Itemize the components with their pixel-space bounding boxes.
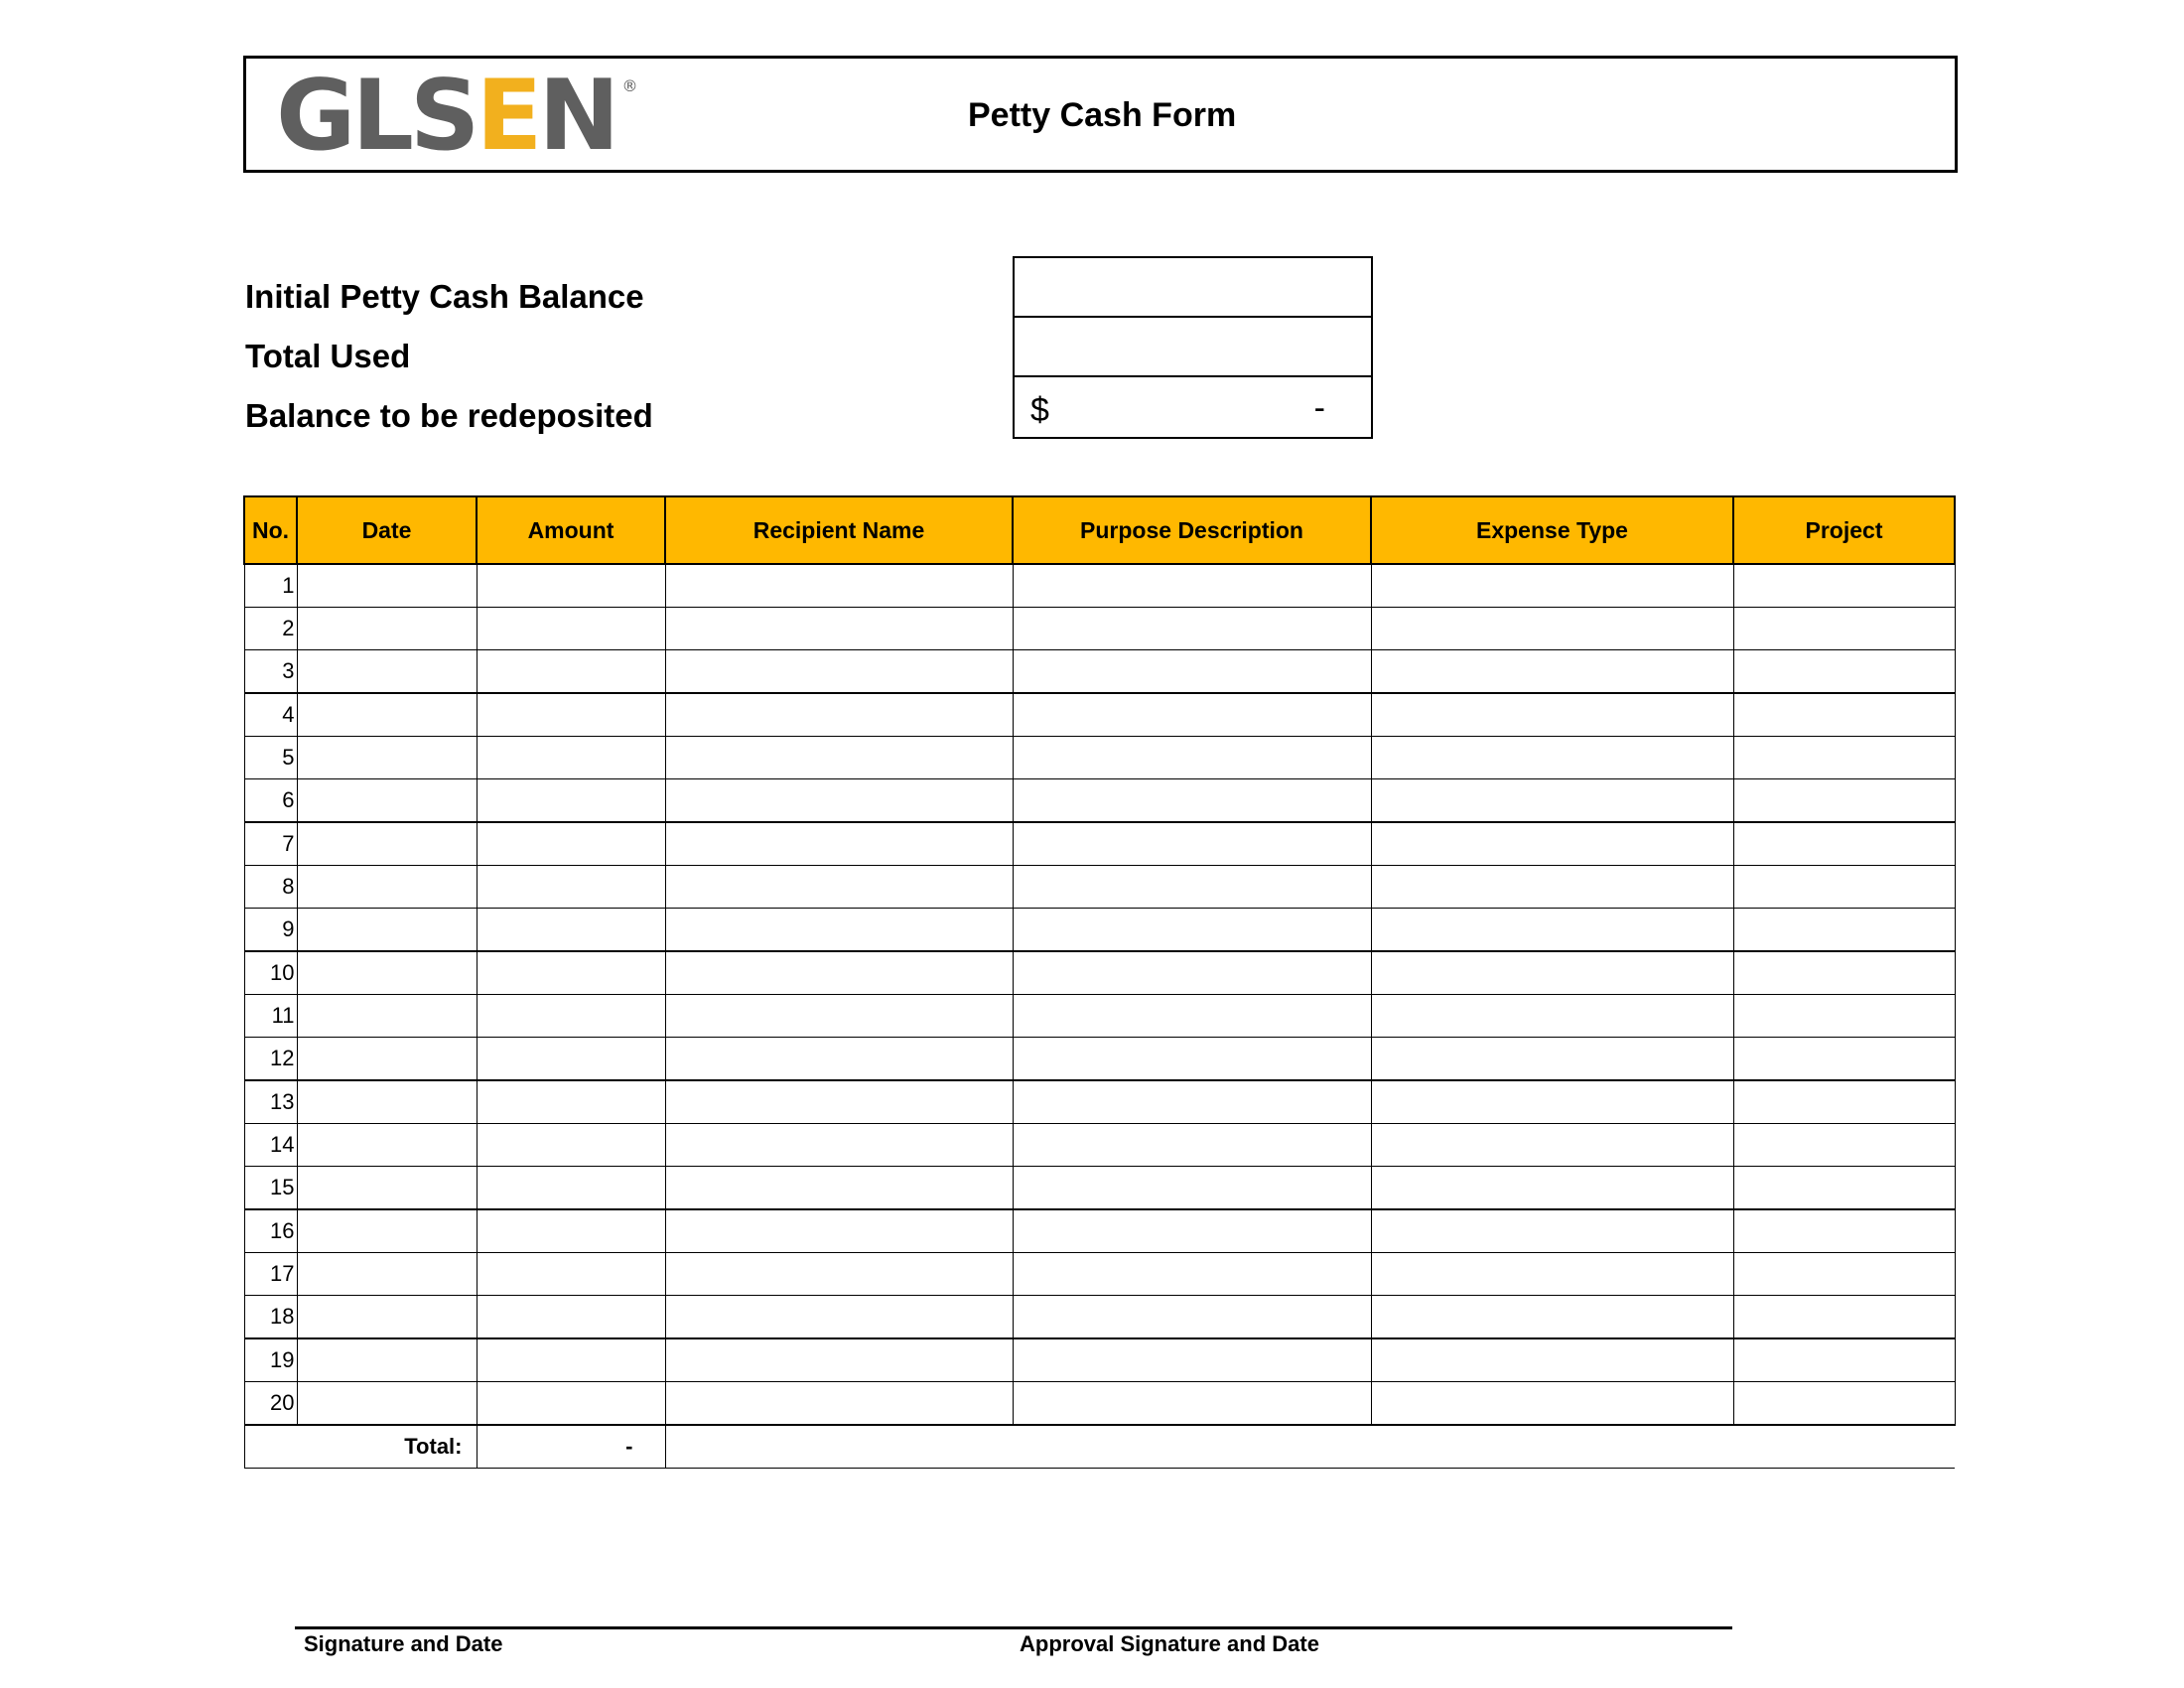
amount-cell[interactable] [477, 1167, 665, 1210]
total-row-blank [665, 1425, 1955, 1469]
project-cell[interactable] [1733, 650, 1955, 694]
date-cell[interactable] [297, 650, 477, 694]
row-number: 10 [244, 951, 297, 995]
amount-cell[interactable] [477, 909, 665, 952]
recipient-cell[interactable] [665, 1124, 1013, 1167]
amount-cell[interactable] [477, 995, 665, 1038]
table-row [244, 693, 1955, 737]
total-used-field[interactable] [1015, 318, 1371, 377]
table-row [244, 1038, 1955, 1081]
table-row [244, 737, 1955, 779]
row-number: 3 [244, 650, 297, 694]
date-cell[interactable] [297, 1124, 477, 1167]
column-header-purpose: Purpose Description [1013, 496, 1371, 564]
expense-type-cell[interactable] [1371, 608, 1733, 650]
purpose-cell[interactable] [1013, 995, 1371, 1038]
table-row [244, 1253, 1955, 1296]
purpose-cell[interactable] [1013, 1296, 1371, 1339]
recipient-cell[interactable] [665, 693, 1013, 737]
expense-type-cell[interactable] [1371, 822, 1733, 866]
project-cell[interactable] [1733, 1382, 1955, 1426]
redeposit-field[interactable] [1015, 377, 1371, 437]
recipient-cell[interactable] [665, 650, 1013, 694]
table-row [244, 822, 1955, 866]
table-row [244, 1080, 1955, 1124]
date-cell[interactable] [297, 1296, 477, 1339]
project-cell[interactable] [1733, 1253, 1955, 1296]
date-cell[interactable] [297, 1080, 477, 1124]
amount-cell[interactable] [477, 650, 665, 694]
date-cell[interactable] [297, 1038, 477, 1081]
project-cell[interactable] [1733, 866, 1955, 909]
table-row [244, 1296, 1955, 1339]
date-cell[interactable] [297, 1338, 477, 1382]
amount-cell[interactable] [477, 1338, 665, 1382]
purpose-cell[interactable] [1013, 951, 1371, 995]
table-header-row [244, 496, 1955, 564]
recipient-cell[interactable] [665, 866, 1013, 909]
logo-text-part2: E [476, 60, 539, 173]
approval-signature-label: Approval Signature and Date [1020, 1631, 1319, 1656]
table-row [244, 1124, 1955, 1167]
project-cell[interactable] [1733, 1124, 1955, 1167]
project-cell[interactable] [1733, 1338, 1955, 1382]
purpose-cell[interactable] [1013, 1209, 1371, 1253]
amount-cell[interactable] [477, 822, 665, 866]
expense-type-cell[interactable] [1371, 650, 1733, 694]
table-row [244, 564, 1955, 608]
amount-cell[interactable] [477, 693, 665, 737]
table-row [244, 1209, 1955, 1253]
total-amount: - [477, 1425, 665, 1469]
expense-type-cell[interactable] [1371, 866, 1733, 909]
date-cell[interactable] [297, 866, 477, 909]
expense-type-cell[interactable] [1371, 1338, 1733, 1382]
purpose-cell[interactable] [1013, 564, 1371, 608]
amount-cell[interactable] [477, 1038, 665, 1081]
form-header [243, 56, 1958, 173]
registered-mark: ® [621, 76, 638, 95]
logo-text-part3: N [538, 60, 616, 173]
currency-symbol: $ [1030, 391, 1049, 429]
initial-balance-field[interactable] [1015, 258, 1371, 318]
row-number: 12 [244, 1038, 297, 1081]
row-number: 2 [244, 608, 297, 650]
amount-cell[interactable] [477, 779, 665, 823]
recipient-cell[interactable] [665, 951, 1013, 995]
date-cell[interactable] [297, 1382, 477, 1426]
recipient-cell[interactable] [665, 737, 1013, 779]
total-used-label: Total Used [245, 338, 411, 374]
signature-line [295, 1626, 1732, 1629]
expense-type-cell[interactable] [1371, 1167, 1733, 1210]
row-number: 7 [244, 822, 297, 866]
date-cell[interactable] [297, 1167, 477, 1210]
table-row [244, 608, 1955, 650]
table-body [244, 564, 1955, 1469]
amount-cell[interactable] [477, 866, 665, 909]
table-row [244, 1167, 1955, 1210]
recipient-cell[interactable] [665, 1296, 1013, 1339]
expense-type-cell[interactable] [1371, 564, 1733, 608]
expense-type-cell[interactable] [1371, 1296, 1733, 1339]
expense-type-cell[interactable] [1371, 1124, 1733, 1167]
row-number: 19 [244, 1338, 297, 1382]
column-header-amount: Amount [477, 496, 665, 564]
row-number: 8 [244, 866, 297, 909]
purpose-cell[interactable] [1013, 822, 1371, 866]
column-header-expense-type: Expense Type [1371, 496, 1733, 564]
purpose-cell[interactable] [1013, 1382, 1371, 1426]
date-cell[interactable] [297, 564, 477, 608]
amount-cell[interactable] [477, 1382, 665, 1426]
table-row [244, 1338, 1955, 1382]
project-cell[interactable] [1733, 1167, 1955, 1210]
amount-cell[interactable] [477, 1080, 665, 1124]
recipient-cell[interactable] [665, 1080, 1013, 1124]
project-cell[interactable] [1733, 1080, 1955, 1124]
column-header-recipient: Recipient Name [665, 496, 1013, 564]
date-cell[interactable] [297, 1209, 477, 1253]
row-number: 9 [244, 909, 297, 952]
table-row [244, 951, 1955, 995]
table-row [244, 779, 1955, 823]
recipient-cell[interactable] [665, 1167, 1013, 1210]
amount-cell[interactable] [477, 1253, 665, 1296]
recipient-cell[interactable] [665, 822, 1013, 866]
date-cell[interactable] [297, 779, 477, 823]
total-label: Total: [244, 1425, 477, 1469]
purpose-cell[interactable] [1013, 1080, 1371, 1124]
date-cell[interactable] [297, 1253, 477, 1296]
project-cell[interactable] [1733, 822, 1955, 866]
amount-cell[interactable] [477, 737, 665, 779]
expense-type-cell[interactable] [1371, 779, 1733, 823]
expense-type-cell[interactable] [1371, 995, 1733, 1038]
expense-type-cell[interactable] [1371, 1253, 1733, 1296]
expense-type-cell[interactable] [1371, 909, 1733, 952]
row-number: 13 [244, 1080, 297, 1124]
date-cell[interactable] [297, 951, 477, 995]
form-title: Petty Cash Form [968, 96, 1237, 134]
recipient-cell[interactable] [665, 995, 1013, 1038]
expense-type-cell[interactable] [1371, 1382, 1733, 1426]
table-row [244, 650, 1955, 694]
balance-fields [1013, 256, 1373, 439]
recipient-cell[interactable] [665, 779, 1013, 823]
project-cell[interactable] [1733, 995, 1955, 1038]
recipient-cell[interactable] [665, 909, 1013, 952]
row-number: 14 [244, 1124, 297, 1167]
expense-type-cell[interactable] [1371, 737, 1733, 779]
date-cell[interactable] [297, 608, 477, 650]
table-row [244, 1382, 1955, 1426]
amount-cell[interactable] [477, 608, 665, 650]
expense-type-cell[interactable] [1371, 693, 1733, 737]
project-cell[interactable] [1733, 564, 1955, 608]
project-cell[interactable] [1733, 1038, 1955, 1081]
date-cell[interactable] [297, 737, 477, 779]
expense-type-cell[interactable] [1371, 951, 1733, 995]
row-number: 17 [244, 1253, 297, 1296]
purpose-cell[interactable] [1013, 608, 1371, 650]
row-number: 16 [244, 1209, 297, 1253]
recipient-cell[interactable] [665, 1209, 1013, 1253]
redeposit-label: Balance to be redeposited [245, 397, 653, 434]
row-number: 15 [244, 1167, 297, 1210]
project-cell[interactable] [1733, 1296, 1955, 1339]
table-row [244, 866, 1955, 909]
date-cell[interactable] [297, 693, 477, 737]
amount-cell[interactable] [477, 951, 665, 995]
purpose-cell[interactable] [1013, 1038, 1371, 1081]
expense-type-cell[interactable] [1371, 1038, 1733, 1081]
amount-cell[interactable] [477, 1209, 665, 1253]
row-number: 18 [244, 1296, 297, 1339]
project-cell[interactable] [1733, 951, 1955, 995]
amount-cell[interactable] [477, 564, 665, 608]
date-cell[interactable] [297, 909, 477, 952]
project-cell[interactable] [1733, 693, 1955, 737]
project-cell[interactable] [1733, 909, 1955, 952]
purpose-cell[interactable] [1013, 1338, 1371, 1382]
project-cell[interactable] [1733, 1209, 1955, 1253]
table-row [244, 995, 1955, 1038]
date-cell[interactable] [297, 995, 477, 1038]
initial-balance-label: Initial Petty Cash Balance [245, 278, 644, 315]
project-cell[interactable] [1733, 608, 1955, 650]
purpose-cell[interactable] [1013, 737, 1371, 779]
project-cell[interactable] [1733, 779, 1955, 823]
total-row [244, 1425, 1955, 1469]
recipient-cell[interactable] [665, 1038, 1013, 1081]
redeposit-value: - [1313, 389, 1325, 427]
purpose-cell[interactable] [1013, 693, 1371, 737]
expense-type-cell[interactable] [1371, 1209, 1733, 1253]
row-number: 11 [244, 995, 297, 1038]
row-number: 5 [244, 737, 297, 779]
project-cell[interactable] [1733, 737, 1955, 779]
purpose-cell[interactable] [1013, 1253, 1371, 1296]
purpose-cell[interactable] [1013, 909, 1371, 952]
row-number: 1 [244, 564, 297, 608]
amount-cell[interactable] [477, 1124, 665, 1167]
row-number: 4 [244, 693, 297, 737]
expense-type-cell[interactable] [1371, 1080, 1733, 1124]
glsen-logo [276, 60, 638, 173]
column-header-date: Date [297, 496, 477, 564]
recipient-cell[interactable] [665, 1338, 1013, 1382]
table-row [244, 909, 1955, 952]
recipient-cell[interactable] [665, 564, 1013, 608]
row-number: 20 [244, 1382, 297, 1426]
recipient-cell[interactable] [665, 608, 1013, 650]
column-header-project: Project [1733, 496, 1955, 564]
column-header-no: No. [244, 496, 297, 564]
purpose-cell[interactable] [1013, 650, 1371, 694]
row-number: 6 [244, 779, 297, 823]
recipient-cell[interactable] [665, 1253, 1013, 1296]
expense-table [243, 495, 1956, 1469]
purpose-cell[interactable] [1013, 1124, 1371, 1167]
logo-text-part1: GLS [276, 60, 477, 173]
purpose-cell[interactable] [1013, 779, 1371, 823]
purpose-cell[interactable] [1013, 1167, 1371, 1210]
amount-cell[interactable] [477, 1296, 665, 1339]
signature-label: Signature and Date [304, 1631, 503, 1656]
date-cell[interactable] [297, 822, 477, 866]
purpose-cell[interactable] [1013, 866, 1371, 909]
recipient-cell[interactable] [665, 1382, 1013, 1426]
